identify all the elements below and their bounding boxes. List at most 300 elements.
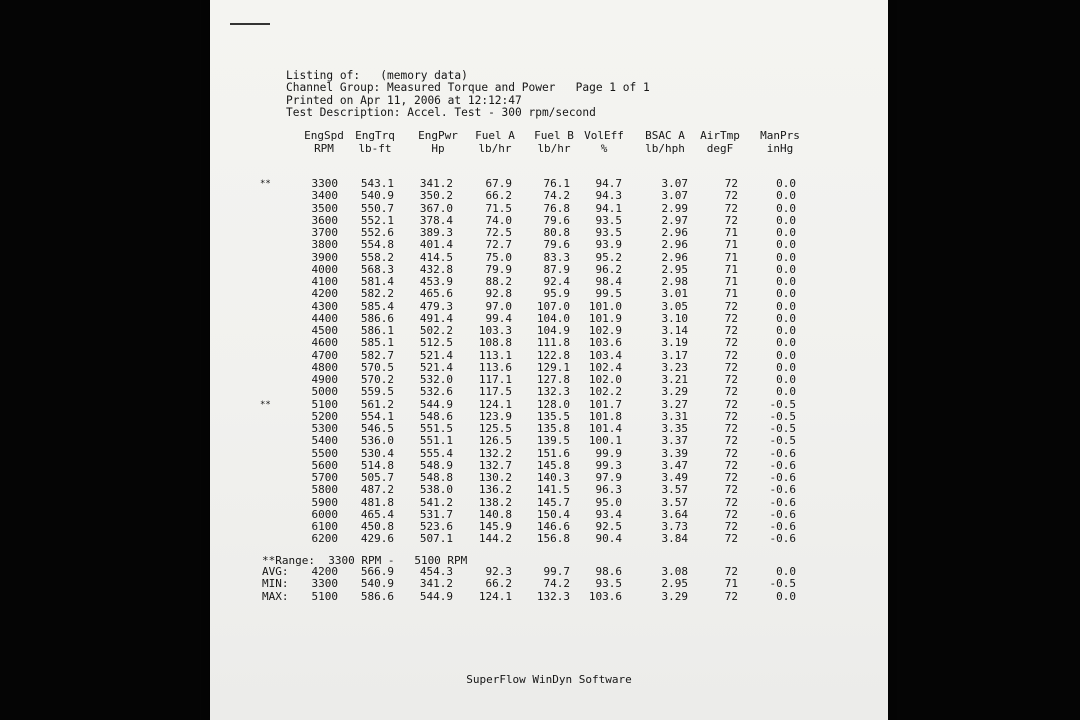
table-cell: 3.57 [661,483,688,497]
table-cell: -0.6 [769,532,796,546]
table-cell: 3.21 [661,373,688,386]
table-cell: 0.0 [776,324,796,337]
table-cell: 101.0 [588,299,622,313]
column-header [345,130,405,155]
table-cell: 0.0 [776,262,796,276]
table-cell: 93.5 [595,226,622,239]
table-cell: 126.5 [478,434,512,448]
table-cell: 144.2 [478,532,512,546]
table-cell: 103.6 [588,589,622,603]
range-line: **Range: 3300 RPM - 5100 RPM [262,554,468,567]
table-cell: 92.8 [485,287,512,301]
table-cell: 0.0 [776,287,796,301]
table-cell: 586.6 [360,311,394,325]
column-name: Fuel A [475,129,515,142]
table-cell: 94.1 [595,201,622,215]
table-cell: 4400 [311,311,338,325]
table-cell: 4600 [311,336,338,350]
table-cell: 140.3 [536,471,570,484]
table-cell: 72 [724,299,738,313]
table-cell: 465.4 [360,507,394,521]
table-cell: 100.1 [588,434,622,448]
table-cell: 98.6 [595,565,622,578]
table-cell: 414.5 [419,250,453,264]
table-cell: 554.8 [360,238,394,252]
table-cell: 138.2 [478,495,512,509]
table-cell: 5400 [311,434,338,448]
table-cell: 71 [724,226,738,239]
table-cell: 72 [724,189,738,203]
table-cell: 570.5 [360,360,394,374]
table-cell: 521.4 [419,348,453,362]
table-cell: 548.6 [419,409,453,423]
summary-label: MIN: [262,577,289,591]
table-cell: 454.3 [419,565,453,578]
table-cell: -0.6 [769,507,796,521]
table-cell: 107.0 [536,299,570,313]
table-cell: 586.1 [360,324,394,337]
table-cell: 124.1 [478,589,512,603]
table-cell: 551.5 [419,422,453,435]
table-cell: 117.5 [478,385,512,399]
table-cell: 72 [724,565,738,578]
table-cell: 6200 [311,532,338,546]
table-cell: 71 [724,275,738,288]
table-cell: 487.2 [360,483,394,497]
table-cell: 0.0 [776,201,796,215]
table-cell: 72.7 [485,238,512,252]
table-row [210,288,888,300]
table-cell: 540.9 [360,577,394,591]
table-cell: 101.9 [588,311,622,325]
table-cell: 95.2 [595,250,622,264]
table-cell: 350.2 [419,189,453,203]
table-cell: 146.6 [536,520,570,533]
table-cell: -0.6 [769,458,796,472]
table-cell: 507.1 [419,532,453,546]
table-cell: 3300 [311,177,338,190]
range-marker: ** [260,179,271,189]
column-name: EngTrq [355,129,395,142]
table-cell: 536.0 [360,434,394,448]
column-unit: lb-ft [358,141,392,155]
table-cell: 5200 [311,409,338,423]
table-cell: 67.9 [485,177,512,190]
table-cell: 570.2 [360,373,394,386]
table-cell: 113.1 [478,348,512,362]
table-cell: 3.27 [661,397,688,411]
table-cell: 3.64 [661,507,688,521]
table-cell: 90.4 [595,532,622,546]
table-cell: 541.2 [419,495,453,509]
table-cell: 74.2 [543,577,570,591]
table-cell: -0.5 [769,577,796,591]
printed-page [210,0,888,720]
table-cell: 3900 [311,250,338,264]
table-cell: 465.6 [419,287,453,301]
table-row [210,533,888,545]
table-cell: 3.29 [661,589,688,603]
table-cell: 4900 [311,373,338,386]
table-cell: -0.6 [769,471,796,484]
table-cell: 132.7 [478,458,512,472]
table-cell: 4200 [311,565,338,578]
table-cell: 117.1 [478,373,512,386]
table-cell: 104.9 [536,324,570,337]
table-cell: 103.6 [588,336,622,350]
table-row [210,484,888,496]
table-cell: 71 [724,577,738,591]
table-cell: 141.5 [536,483,570,497]
table-cell: 72 [724,434,738,448]
table-cell: 3600 [311,213,338,227]
listing-line: Listing of: (memory data) [286,69,468,82]
column-name: Fuel B [534,129,574,142]
pen-mark [230,23,270,25]
table-cell: 79.6 [543,213,570,227]
table-cell: 130.2 [478,471,512,484]
table-cell: 3.31 [661,409,688,423]
table-cell: 145.8 [536,458,570,472]
table-cell: 92.5 [595,520,622,533]
channel-group-line: Channel Group: Measured Torque and Power Page 1 of 1 [286,81,650,94]
table-row [210,386,888,398]
column-name: VolEff [584,129,624,142]
table-cell: 72 [724,213,738,227]
table-cell: 72 [724,348,738,362]
table-cell: 101.7 [588,397,622,411]
table-cell: 94.7 [595,177,622,190]
column-unit: degF [706,141,734,155]
table-cell: 3500 [311,201,338,215]
table-cell: 0.0 [776,565,796,578]
table-cell: 72 [724,373,738,386]
table-cell: 74.2 [543,189,570,203]
table-cell: 521.4 [419,360,453,374]
table-cell: 99.9 [595,446,622,460]
table-cell: 4200 [311,287,338,301]
table-cell: 5600 [311,458,338,472]
table-cell: 96.2 [595,262,622,276]
table-cell: 99.3 [595,458,622,472]
table-cell: 3400 [311,189,338,203]
table-cell: 5100 [311,589,338,603]
table-cell: 129.1 [536,360,570,374]
table-cell: 80.8 [543,226,570,239]
table-cell: 0.0 [776,311,796,325]
table-cell: 2.97 [661,213,688,227]
table-cell: 66.2 [485,189,512,203]
table-cell: -0.6 [769,446,796,460]
column-unit: Hp [431,141,445,155]
table-cell: 450.8 [360,520,394,533]
table-cell: 0.0 [776,589,796,603]
table-cell: 401.4 [419,238,453,252]
table-cell: 3.08 [661,565,688,578]
column-unit: % [600,141,608,155]
table-cell: 3.05 [661,299,688,313]
table-cell: 523.6 [419,520,453,533]
table-cell: 93.4 [595,507,622,521]
table-cell: 4800 [311,360,338,374]
table-cell: 71 [724,262,738,276]
table-cell: 3.07 [661,189,688,203]
table-cell: 481.8 [360,495,394,509]
table-cell: 145.7 [536,495,570,509]
table-cell: 3.57 [661,495,688,509]
column-header [465,130,525,155]
table-cell: 3.47 [661,458,688,472]
table-cell: 4000 [311,262,338,276]
table-cell: 3.17 [661,348,688,362]
column-name: AirTmp [700,129,740,142]
table-cell: 103.3 [478,324,512,337]
column-header [690,130,750,155]
table-cell: 127.8 [536,373,570,386]
table-cell: 5500 [311,446,338,460]
table-cell: 72 [724,495,738,509]
table-cell: 3.84 [661,532,688,546]
table-cell: 4100 [311,275,338,288]
table-cell: 72 [724,311,738,325]
column-header [408,130,468,155]
table-cell: 3300 [311,577,338,591]
table-cell: 0.0 [776,226,796,239]
table-cell: 548.8 [419,471,453,484]
table-cell: 156.8 [536,532,570,546]
table-cell: 491.4 [419,311,453,325]
table-cell: 132.3 [536,589,570,603]
table-cell: 124.1 [478,397,512,411]
table-cell: 546.5 [360,422,394,435]
table-cell: 4300 [311,299,338,313]
table-cell: 2.96 [661,226,688,239]
table-cell: 552.6 [360,226,394,239]
table-cell: 544.9 [419,397,453,411]
table-cell: 5700 [311,471,338,484]
column-header [750,130,810,155]
table-cell: 5900 [311,495,338,509]
footer-text: SuperFlow WinDyn Software [466,673,632,686]
table-cell: 514.8 [360,458,394,472]
table-cell: 2.95 [661,577,688,591]
table-cell: 530.4 [360,446,394,460]
table-cell: 568.3 [360,262,394,276]
table-cell: 72 [724,177,738,190]
table-cell: 432.8 [419,262,453,276]
table-cell: 145.9 [478,520,512,533]
table-cell: 0.0 [776,299,796,313]
table-cell: 3.07 [661,177,688,190]
column-unit: lb/hph [645,141,685,155]
table-cell: 561.2 [360,397,394,411]
table-cell: 132.3 [536,385,570,399]
table-cell: 3.01 [661,287,688,301]
table-cell: 6000 [311,507,338,521]
table-cell: 540.9 [360,189,394,203]
table-cell: 72 [724,589,738,603]
table-cell: 79.9 [485,262,512,276]
table-cell: 0.0 [776,348,796,362]
table-cell: 0.0 [776,213,796,227]
table-cell: 71 [724,238,738,252]
table-cell: 113.6 [478,360,512,374]
table-cell: 102.0 [588,373,622,386]
table-cell: 5000 [311,385,338,399]
table-cell: 103.4 [588,348,622,362]
table-cell: 378.4 [419,213,453,227]
table-cell: 0.0 [776,360,796,374]
table-cell: 3.23 [661,360,688,374]
table-cell: 367.0 [419,201,453,215]
table-cell: 87.9 [543,262,570,276]
table-cell: 72 [724,483,738,497]
column-unit: inHg [766,141,794,155]
table-cell: 341.2 [419,177,453,190]
table-cell: 531.7 [419,507,453,521]
table-cell: 429.6 [360,532,394,546]
table-cell: 0.0 [776,177,796,190]
table-cell: -0.5 [769,422,796,435]
table-cell: 6100 [311,520,338,533]
table-cell: 453.9 [419,275,453,288]
table-cell: 99.4 [485,311,512,325]
table-cell: 102.2 [588,385,622,399]
table-cell: 125.5 [478,422,512,435]
table-cell: -0.5 [769,434,796,448]
table-cell: 582.2 [360,287,394,301]
table-cell: 512.5 [419,336,453,350]
table-cell: 505.7 [360,471,394,484]
table-cell: -0.6 [769,520,796,533]
table-cell: 72 [724,507,738,521]
table-cell: 122.8 [536,348,570,362]
table-cell: 72.5 [485,226,512,239]
table-cell: 72 [724,458,738,472]
table-cell: 2.96 [661,250,688,264]
table-row [210,337,888,349]
table-cell: 97.9 [595,471,622,484]
table-cell: 341.2 [419,577,453,591]
table-cell: 0.0 [776,385,796,399]
column-name: EngSpd [304,129,344,142]
printed-date-line: Printed on Apr 11, 2006 at 12:12:47 [286,94,522,107]
column-name: EngPwr [418,129,458,142]
table-cell: 136.2 [478,483,512,497]
table-cell: -0.5 [769,409,796,423]
table-cell: 5800 [311,483,338,497]
table-cell: 4500 [311,324,338,337]
table-cell: 150.4 [536,507,570,521]
table-cell: 102.9 [588,324,622,337]
table-cell: 3.73 [661,520,688,533]
table-cell: 551.1 [419,434,453,448]
range-marker: ** [260,399,271,410]
table-cell: 2.96 [661,238,688,252]
column-headers [210,130,888,160]
table-row [210,578,888,590]
table-cell: 135.8 [536,422,570,435]
column-unit: lb/hr [478,141,512,155]
table-cell: 3.10 [661,311,688,325]
table-cell: 140.8 [478,507,512,521]
table-cell: 66.2 [485,577,512,591]
table-cell: 585.1 [360,336,394,350]
table-cell: 72 [724,397,738,411]
table-cell: 389.3 [419,226,453,239]
table-cell: 76.8 [543,201,570,215]
table-cell: 93.9 [595,238,622,252]
table-cell: 111.8 [536,336,570,350]
table-cell: 75.0 [485,250,512,264]
table-cell: 559.5 [360,385,394,399]
table-cell: 108.8 [478,336,512,350]
table-cell: 3.14 [661,324,688,337]
table-cell: 4700 [311,348,338,362]
table-cell: 582.7 [360,348,394,362]
table-cell: 0.0 [776,250,796,264]
table-cell: 92.4 [543,275,570,288]
table-cell: 3.39 [661,446,688,460]
table-cell: 532.6 [419,385,453,399]
table-cell: 0.0 [776,275,796,288]
table-cell: 72 [724,520,738,533]
table-cell: 93.5 [595,213,622,227]
table-cell: 132.2 [478,446,512,460]
table-cell: 72 [724,532,738,546]
table-cell: 72 [724,360,738,374]
table-cell: 548.9 [419,458,453,472]
table-cell: 72 [724,409,738,423]
table-cell: 72 [724,336,738,350]
table-cell: 3.19 [661,336,688,350]
table-cell: 72 [724,471,738,484]
table-cell: 101.4 [588,422,622,435]
table-cell: 83.3 [543,250,570,264]
table-cell: 102.4 [588,360,622,374]
table-cell: 532.0 [419,373,453,386]
table-row [210,435,888,447]
table-cell: 550.7 [360,201,394,215]
table-cell: 555.4 [419,446,453,460]
column-unit: RPM [314,141,334,155]
table-cell: 72 [724,324,738,337]
table-cell: 3.37 [661,434,688,448]
table-cell: 71 [724,287,738,301]
table-cell: 95.0 [595,495,622,509]
table-cell: 93.5 [595,577,622,591]
table-cell: 2.95 [661,262,688,276]
table-cell: 71 [724,250,738,264]
table-cell: 128.0 [536,397,570,411]
table-cell: 99.7 [543,565,570,578]
table-cell: 101.8 [588,409,622,423]
table-cell: -0.5 [769,397,796,411]
table-cell: 552.1 [360,213,394,227]
table-cell: -0.6 [769,483,796,497]
table-cell: 139.5 [536,434,570,448]
table-cell: 104.0 [536,311,570,325]
table-cell: 566.9 [360,565,394,578]
table-cell: 0.0 [776,336,796,350]
table-cell: 95.9 [543,287,570,301]
table-row [210,190,888,202]
table-cell: 0.0 [776,373,796,386]
table-cell: 79.6 [543,238,570,252]
table-cell: 3.35 [661,422,688,435]
table-cell: 94.3 [595,189,622,203]
column-name: ManPrs [760,129,800,142]
